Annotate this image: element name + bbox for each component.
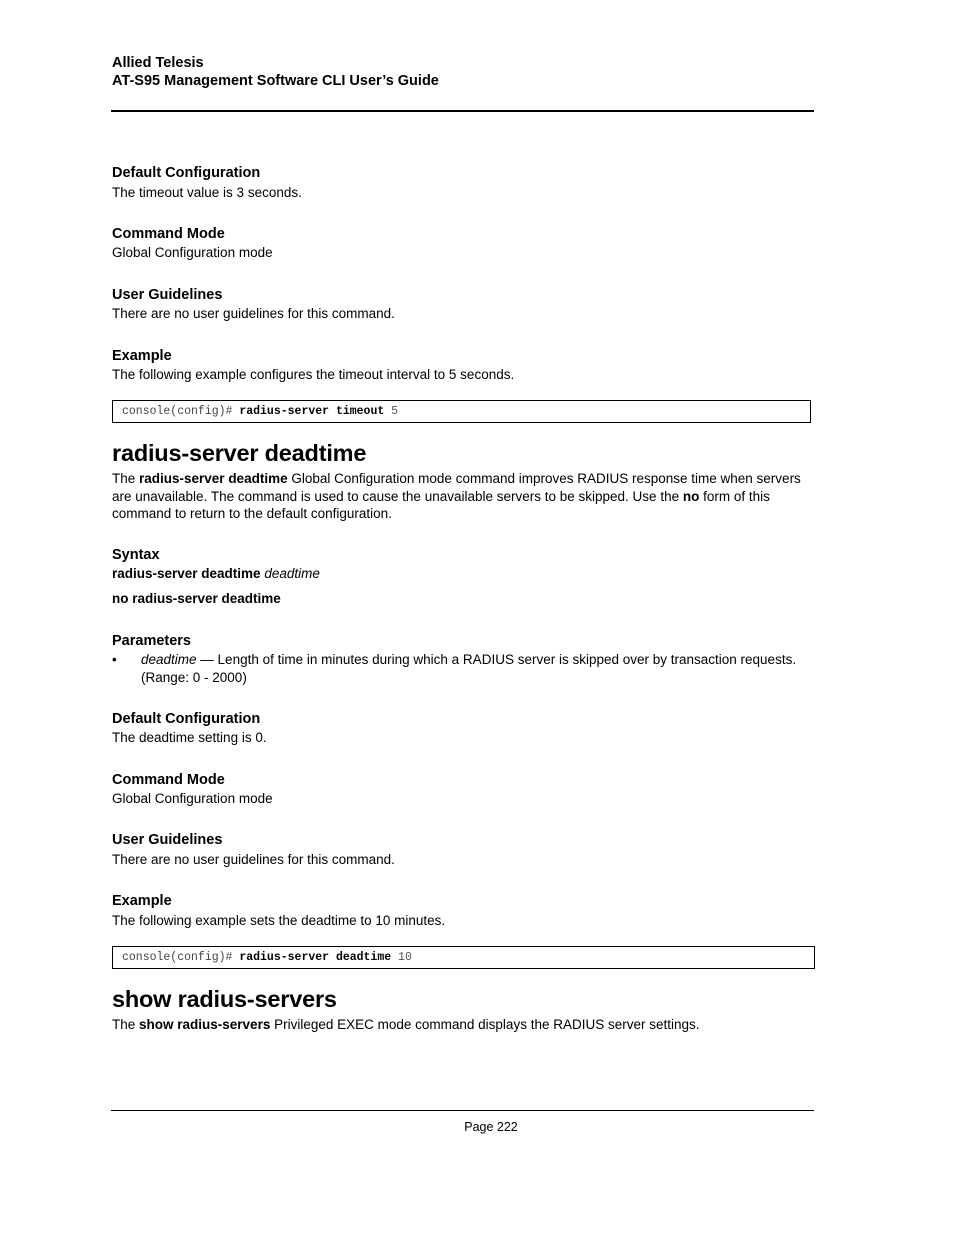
user-guidelines-heading-2: User Guidelines	[112, 832, 223, 848]
show-intro-command: show radius-servers	[139, 1017, 271, 1032]
header-rule	[111, 110, 814, 112]
default-config-heading: Default Configuration	[112, 165, 261, 181]
syntax-no-form: no radius-server deadtime	[112, 591, 281, 606]
code-command: radius-server timeout	[239, 405, 385, 418]
syntax-line	[112, 565, 812, 583]
parameter-item	[141, 651, 801, 686]
intro-command: radius-server deadtime	[139, 471, 288, 486]
bullet-marker: •	[112, 652, 117, 667]
code-command-2: radius-server deadtime	[239, 951, 392, 964]
default-config-text-2: The deadtime setting is 0.	[112, 730, 267, 745]
section-title-deadtime: radius-server deadtime	[112, 440, 367, 466]
user-guidelines-heading: User Guidelines	[112, 287, 223, 303]
command-mode-heading-2: Command Mode	[112, 772, 225, 788]
code-argument: 5	[384, 405, 399, 418]
deadtime-intro	[112, 470, 817, 523]
parameters-heading: Parameters	[112, 633, 191, 649]
syntax-heading: Syntax	[112, 547, 160, 563]
code-example-timeout	[112, 400, 811, 423]
show-radius-intro	[112, 1016, 812, 1034]
user-guidelines-text-2: There are no user guidelines for this command.	[112, 852, 395, 867]
command-mode-text-2: Global Configuration mode	[112, 791, 273, 806]
intro-prefix: The	[112, 471, 140, 486]
code-argument-2: 10	[391, 951, 412, 964]
intro-suffix: form of this command to return to the default configuration.	[112, 488, 770, 521]
code-example-deadtime	[112, 946, 815, 969]
command-mode-text: Global Configuration mode	[112, 245, 273, 260]
section-title-show-radius-servers: show radius-servers	[112, 986, 337, 1012]
show-intro-suffix: Privileged EXEC mode command displays the RADIUS server settings.	[270, 1017, 700, 1032]
show-intro-prefix: The	[112, 1017, 140, 1032]
page-number: Page 222	[464, 1120, 518, 1134]
command-mode-heading: Command Mode	[112, 226, 225, 242]
parameter-description: — Length of time in minutes during which a RADIUS server is skipped over by transaction requests. (Range: 0 - 2000)	[141, 652, 797, 685]
header-company: Allied Telesis	[112, 55, 204, 71]
syntax-command: radius-server deadtime	[112, 566, 261, 581]
default-config-text: The timeout value is 3 seconds.	[112, 185, 302, 200]
parameter-name: deadtime	[141, 652, 197, 667]
example-text-2: The following example sets the deadtime to 10 minutes.	[112, 913, 446, 928]
default-config-heading-2: Default Configuration	[112, 711, 261, 727]
intro-no-keyword: no	[682, 488, 700, 504]
header-guide-title: AT-S95 Management Software CLI User’s Guide	[112, 73, 439, 89]
user-guidelines-text: There are no user guidelines for this command.	[112, 306, 395, 321]
example-text: The following example configures the timeout interval to 5 seconds.	[112, 367, 515, 382]
example-heading: Example	[112, 348, 172, 364]
intro-middle: Global Configuration mode command improves RADIUS response time when servers are unavailable. The command is used to cause the unavailable servers to be skipped. Use the	[112, 471, 801, 504]
footer-rule	[111, 1110, 814, 1111]
code-prompt-2: console(config)#	[122, 951, 240, 964]
code-prompt: console(config)#	[122, 405, 240, 418]
syntax-argument: deadtime	[264, 566, 320, 581]
example-heading-2: Example	[112, 893, 172, 909]
